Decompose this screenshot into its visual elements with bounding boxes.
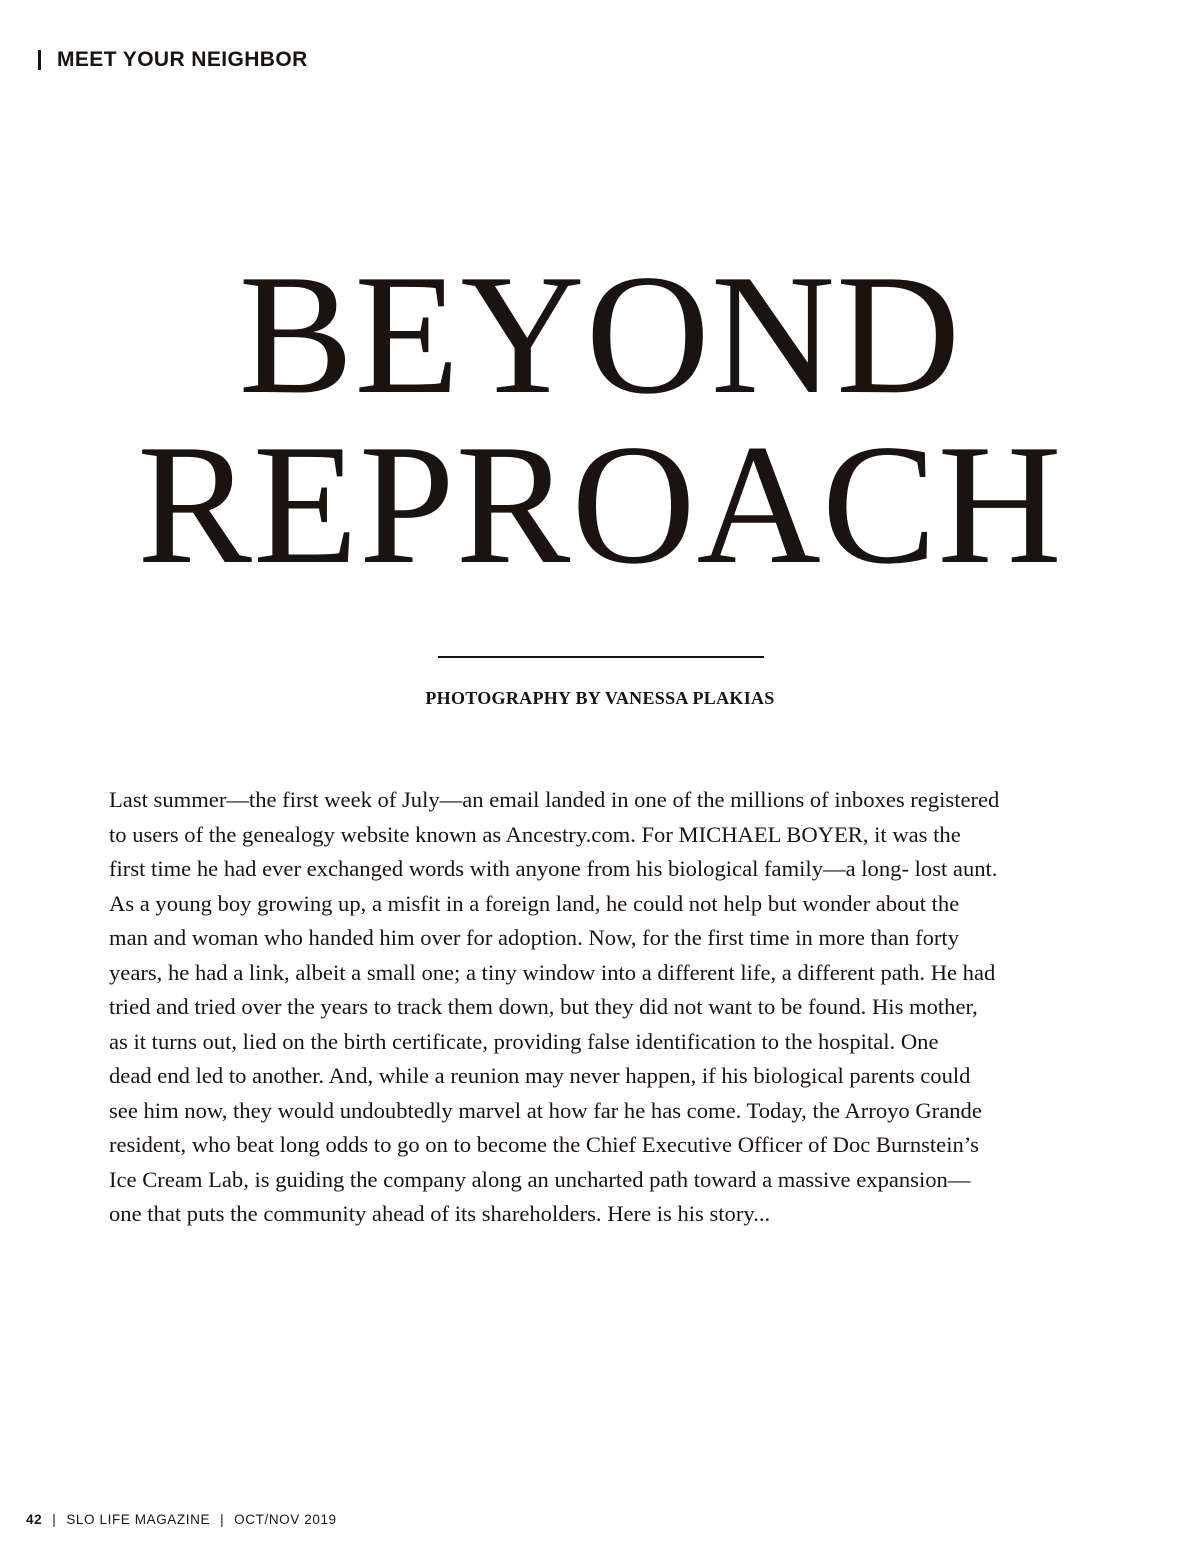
body-line: years, he had a link, albeit a small one; a tiny window into a different life, a different path. He had — [109, 959, 996, 985]
body-line: resident, who beat long odds to go on to become the Chief Executive Officer of Doc Burnstein’s — [109, 1132, 979, 1157]
body-line: Last summer—the first week of July—an email landed in one of the millions of inboxes registered — [109, 787, 1000, 812]
body-line: one that puts the community ahead of its shareholders. Here is his story... — [109, 1201, 771, 1226]
section-label: MEET YOUR NEIGHBOR — [57, 48, 308, 71]
section-divider-bar — [38, 50, 41, 70]
footer-separator: | — [52, 1512, 57, 1527]
body-line: first time he had ever exchanged words with anyone from his biological family—a long- lost aunt. — [109, 856, 998, 881]
article-headline — [0, 240, 1200, 600]
body-line: Ice Cream Lab, is guiding the company along an uncharted path toward a massive expansion— — [109, 1166, 971, 1192]
headline-rule — [438, 656, 764, 658]
page-footer — [26, 1512, 337, 1527]
page-number: 42 — [26, 1512, 43, 1527]
body-line: tried and tried over the years to track them down, but they did not want to be found. His mother, — [109, 994, 978, 1019]
photo-credit: PHOTOGRAPHY BY VANESSA PLAKIAS — [425, 688, 775, 708]
body-line: man and woman who handed him over for adoption. Now, for the first time in more than forty — [109, 925, 959, 950]
headline-line-1: BEYOND — [238, 240, 962, 430]
publication-name: SLO LIFE MAGAZINE — [66, 1512, 211, 1527]
body-line: dead end led to another. And, while a reunion may never happen, if his biological parents could — [109, 1063, 971, 1088]
issue-date: OCT/NOV 2019 — [234, 1512, 337, 1527]
body-line: As a young boy growing up, a misfit in a foreign land, he could not help but wonder about the — [109, 890, 960, 916]
section-tag — [38, 48, 308, 72]
headline-line-2: REPROACH — [137, 410, 1063, 600]
article-intro — [109, 783, 1099, 1232]
body-line: as it turns out, lied on the birth certificate, providing false identification to the hospital. One — [109, 1028, 939, 1054]
body-line: to users of the genealogy website known as Ancestry.com. For MICHAEL BOYER, it was the — [109, 821, 961, 847]
footer-separator: | — [220, 1512, 225, 1527]
body-line: see him now, they would undoubtedly marvel at how far he has come. Today, the Arroyo Grande — [109, 1097, 982, 1123]
